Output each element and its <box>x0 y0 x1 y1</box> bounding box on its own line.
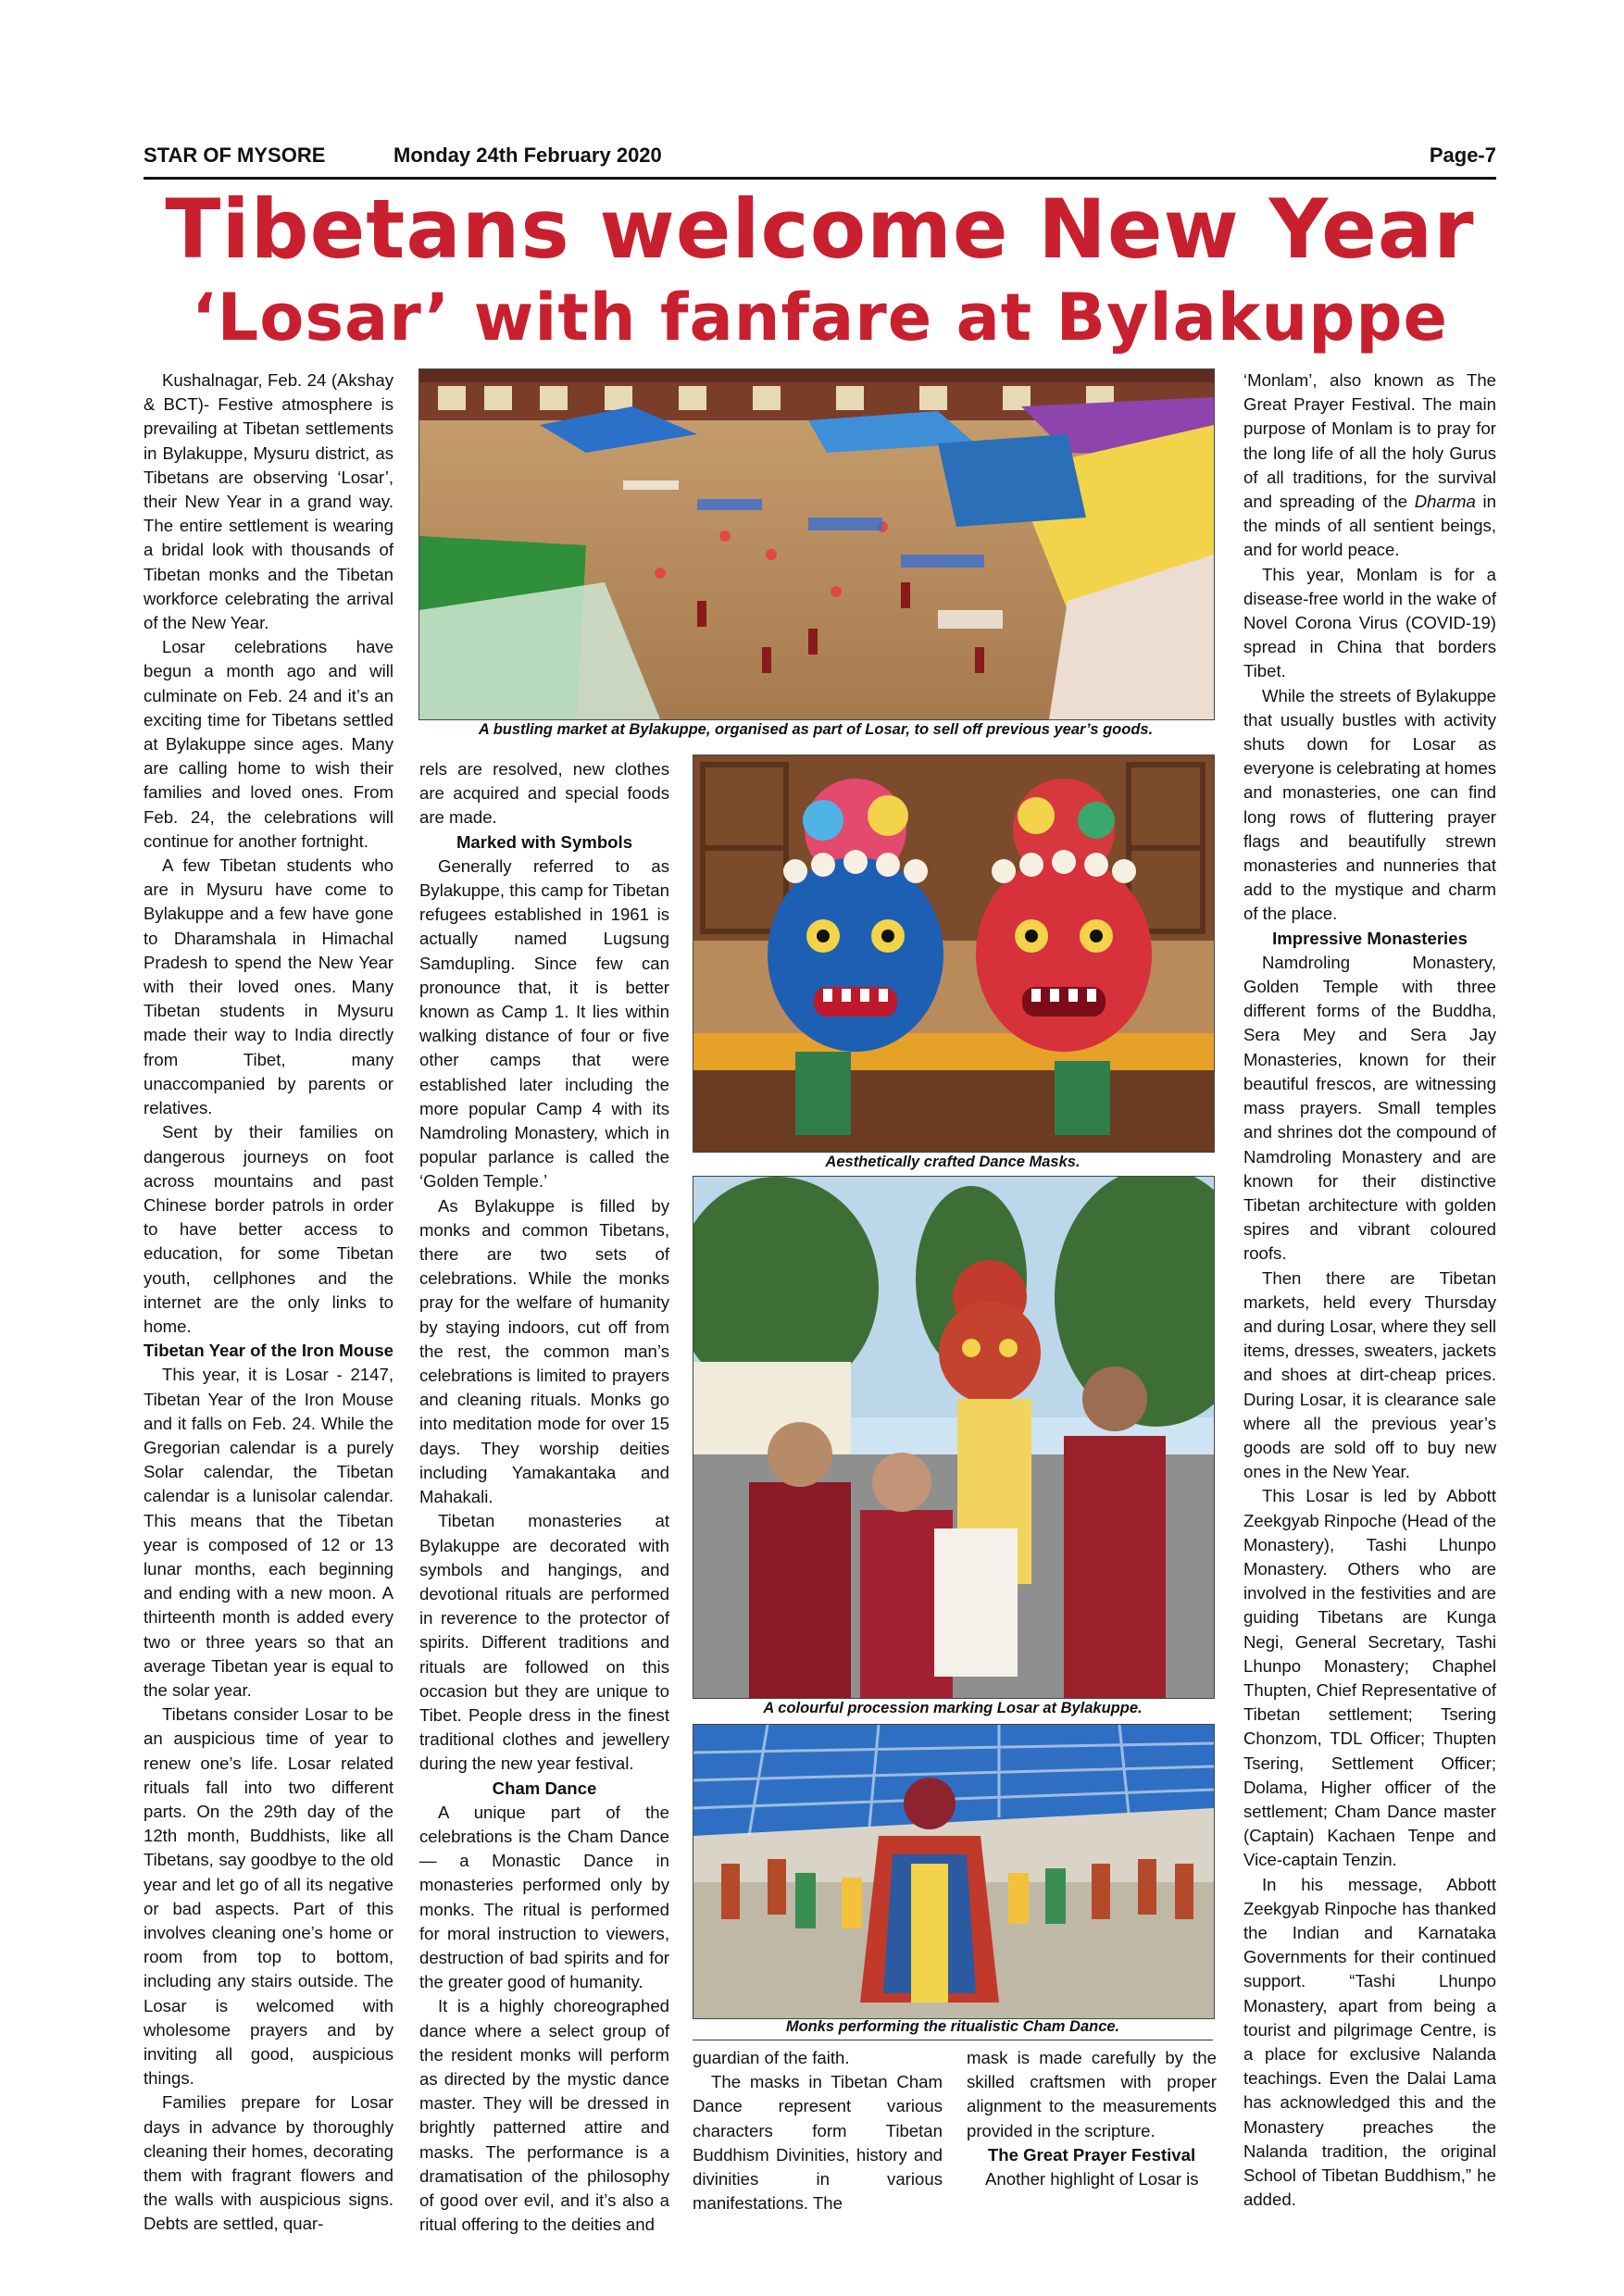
paragraph: Tibetan monasteries at Bylakuppe are decorated with symbols and hangings, and devotional rituals are performed in reverence to the protector of spirits. Different traditions and rituals are followed on this occasion but they are unique to Tibet. People dress in the finest traditional clothes and jewellery during the new year festival. <box>419 1511 669 1774</box>
market-photo <box>418 368 1215 720</box>
paragraph: This Losar is led by Abbott Zeekgyab Rinpoche (Head of the Monastery), Tashi Lhunpo Monastery. Others who are involved in the festivities and are guiding Tibetans are Kunga Negi, General Secretary, Tashi Lhunpo Monastery; Chaphel Thupten, Chief Representative of Tibetan settlement; Tsering Chonzom, TDL Officer; Thupten Tsering, Settlement Officer; Dolama, Higher officer of the settlement; Cham Dance master (Captain) Kachaen Tenpe and Vice-captain Tenzin. <box>1243 1486 1496 1870</box>
paragraph: Losar celebrations have begun a month ago and will culminate on Feb. 24 and it’s an exciting time for Tibetans settled at Bylakuppe since ages. Many are calling home to wish their families and loved ones. From Feb. 24, the celebrations will continue for another fortnight. <box>144 637 394 851</box>
paragraph: In his message, Abbott Zeekgyab Rinpoche has thanked the Indian and Karnataka Governments for their continued support. “Tashi Lhunpo Monastery, apart from being a tourist and pilgrimage Centre, is a place for exclusive Nalanda teachings. Even the Dalai Lama has acknowledged this and the Monastery preaches the Nalanda tradition, the original School of Tibetan Buddhism,” he added. <box>1243 1874 1496 2210</box>
article-column-2 <box>419 757 669 2237</box>
masthead <box>144 142 1496 180</box>
paragraph: mask is made carefully by the skilled craftsmen with proper alignment to the measurements provided in the scripture. <box>967 2048 1217 2140</box>
market-photo-caption: A bustling market at Bylakuppe, organised as part of Losar, to sell off previous year’s goods. <box>478 721 1154 738</box>
cham-dance-caption: Monks performing the ritualistic Cham Dance. <box>785 2018 1120 2035</box>
paragraph: While the streets of Bylakuppe that usually bustles with activity shuts down for Losar as everyone is celebrating at homes and monasteries, one can find long rows of fluttering prayer flags and beautifully strewn monasteries and nunneries that add to the mystique and charm of the place. <box>1243 685 1496 924</box>
article-column-3 <box>693 2046 943 2215</box>
paragraph-text: ‘Monlam’, also known as The Great Prayer Festival. The main purpose of Monlam is to pray for the long life of all the holy Gurus of all traditions, for the survival and spreading of the <box>1243 370 1496 512</box>
headline-line-1: Tibetans welcome New Year <box>165 181 1475 277</box>
subheading: Impressive Monasteries <box>1272 928 1468 948</box>
paragraph: This year, Monlam is for a disease-free world in the wake of Novel Corona Virus (COVID-19) spread in China that borders Tibet. <box>1243 564 1496 681</box>
paragraph: Tibetans consider Losar to be an auspicious time of year to renew one’s life. Losar related rituals fall into two different parts. On the 29th day of the 12th month, Buddhists, like all Tibetans, say goodbye to the old year and let go of all its negative or bad aspects. Part of this involves cleaning one’s home or room from top to bottom, including any stairs outside. The Losar is welcomed with wholesome prayers and by inviting all good, auspicious things. <box>144 1704 394 2089</box>
paragraph: Families prepare for Losar days in advance by thoroughly cleaning their homes, decorating them with fragrant flowers and the walls with auspicious signs. Debts are settled, quar- <box>144 2092 394 2234</box>
procession-photo <box>693 1176 1215 1699</box>
paragraph: This year, it is Losar - 2147, Tibetan Year of the Iron Mouse and it falls on Feb. 24. While the Gregorian calendar is a purely Solar calendar, the Tibetan calendar is a lunisolar calendar. This means that the Tibetan year is composed of 12 or 13 lunar months, each beginning and ending with a new moon. A thirteenth month is added every two or three years so that an average Tibetan year is equal to the solar year. <box>144 1365 394 1700</box>
subheading: Marked with Symbols <box>456 831 633 852</box>
paragraph <box>1243 368 1496 563</box>
procession-caption: A colourful procession marking Losar at Bylakuppe. <box>763 1700 1143 1716</box>
headline-line-2: ‘Losar’ with fanfare at Bylakuppe <box>192 280 1448 356</box>
paragraph: Sent by their families on dangerous journeys on foot across mountains and past Chinese border patrols in order to have better access to education, for some Tibetan youth, cellphones and the internet are the only links to home. <box>144 1122 394 1336</box>
paragraph: A unique part of the celebrations is the Cham Dance — a Monastic Dance in monasteries performed only by monks. The ritual is performed for moral instruction to viewers, destruction of bad spirits and for the greater good of humanity. <box>419 1802 669 1992</box>
page-number: Page-7 <box>1429 144 1496 167</box>
cham-dance-photo <box>693 1724 1215 2019</box>
paragraph: Then there are Tibetan markets, held every Thursday and during Losar, where they sell items, dresses, sweaters, jackets and shoes at dirt-cheap prices. During Losar, it is clearance sale where all the previous year’s goods are sold off to buy new ones in the New Year. <box>1243 1267 1496 1482</box>
newspaper-name: STAR OF MYSORE <box>144 144 326 167</box>
paragraph-text: in the minds of all sentient beings, and for world peace. <box>1243 492 1496 560</box>
subheading: The Great Prayer Festival <box>987 2144 1196 2165</box>
paragraph: Another highlight of Losar is <box>985 2169 1199 2190</box>
paragraph: Namdroling Monastery, Golden Temple with three different forms of the Buddha, Sera Mey and Sera Jay Monasteries, known for their beautiful frescos, are witnessing mass prayers. Small temples and shrines dot the compound of Namdroling Monastery and are known for their distinctive Tibetan architecture with golden spires and vibrant coloured roofs. <box>1243 952 1496 1264</box>
dance-masks-caption: Aesthetically crafted Dance Masks. <box>825 1154 1081 1170</box>
subheading: Cham Dance <box>492 1778 597 1798</box>
paragraph: It is a highly choreographed dance where a select group of the resident monks will perform as directed by the mystic dance master. They will be dressed in brightly patterned attire and masks. The performance is a dramatisation of the philosophy of good over evil, and it’s also a ritual offering to the deities and <box>419 1996 669 2235</box>
paragraph: rels are resolved, new clothes are acquired and special foods are made. <box>419 759 669 828</box>
paragraph: Generally referred to as Bylakuppe, this camp for Tibetan refugees established in 1961 is actually named Lugsung Samdupling. Since few can pronounce that, it is better known as Camp 1. It lies within walking distance of four or five other camps that were established later including the more popular Camp 4 with its Namdroling Monastery, which in popular parlance is called the ‘Golden Temple.’ <box>419 855 669 1192</box>
article-column-5 <box>1243 368 1496 2212</box>
paragraph: guardian of the faith. <box>693 2048 850 2067</box>
dance-masks-photo <box>693 755 1215 1153</box>
paragraph: As Bylakuppe is filled by monks and common Tibetans, there are two sets of celebrations. While the monks pray for the welfare of humanity by staying indoors, cut off from the rest, the common man’s celebrations is limited to prayers and cleaning rituals. Monks go into meditation mode for over 15 days. They worship deities including Yamakantaka and Mahakali. <box>419 1195 669 1507</box>
emphasis: Dharma <box>1414 492 1476 512</box>
issue-date: Monday 24th February 2020 <box>394 144 662 167</box>
article-column-1 <box>144 368 394 2237</box>
article-column-4 <box>967 2046 1217 2191</box>
paragraph: Kushalnagar, Feb. 24 (Akshay & BCT)- Festive atmosphere is prevailing at Tibetan settlements in Bylakuppe, Mysuru district, as Tibetans are observing ‘Losar’, their New Year in a grand way. The entire settlement is wearing a bridal look with thousands of Tibetan monks and the Tibetan workforce celebrating the arrival of the New Year. <box>144 370 394 633</box>
subheading: Tibetan Year of the Iron Mouse <box>144 1341 394 1361</box>
paragraph: The masks in Tibetan Cham Dance represent various characters form Tibetan Buddhism Divinities, history and divinities in various manifestations. The <box>693 2072 943 2214</box>
paragraph: A few Tibetan students who are in Mysuru have come to Bylakuppe and a few have gone to Dharamshala in Himachal Pradesh to spend the New Year with their loved ones. Many Tibetan students in Mysuru made their way to India directly from Tibet, many unaccompanied by parents or relatives. <box>144 855 394 1118</box>
